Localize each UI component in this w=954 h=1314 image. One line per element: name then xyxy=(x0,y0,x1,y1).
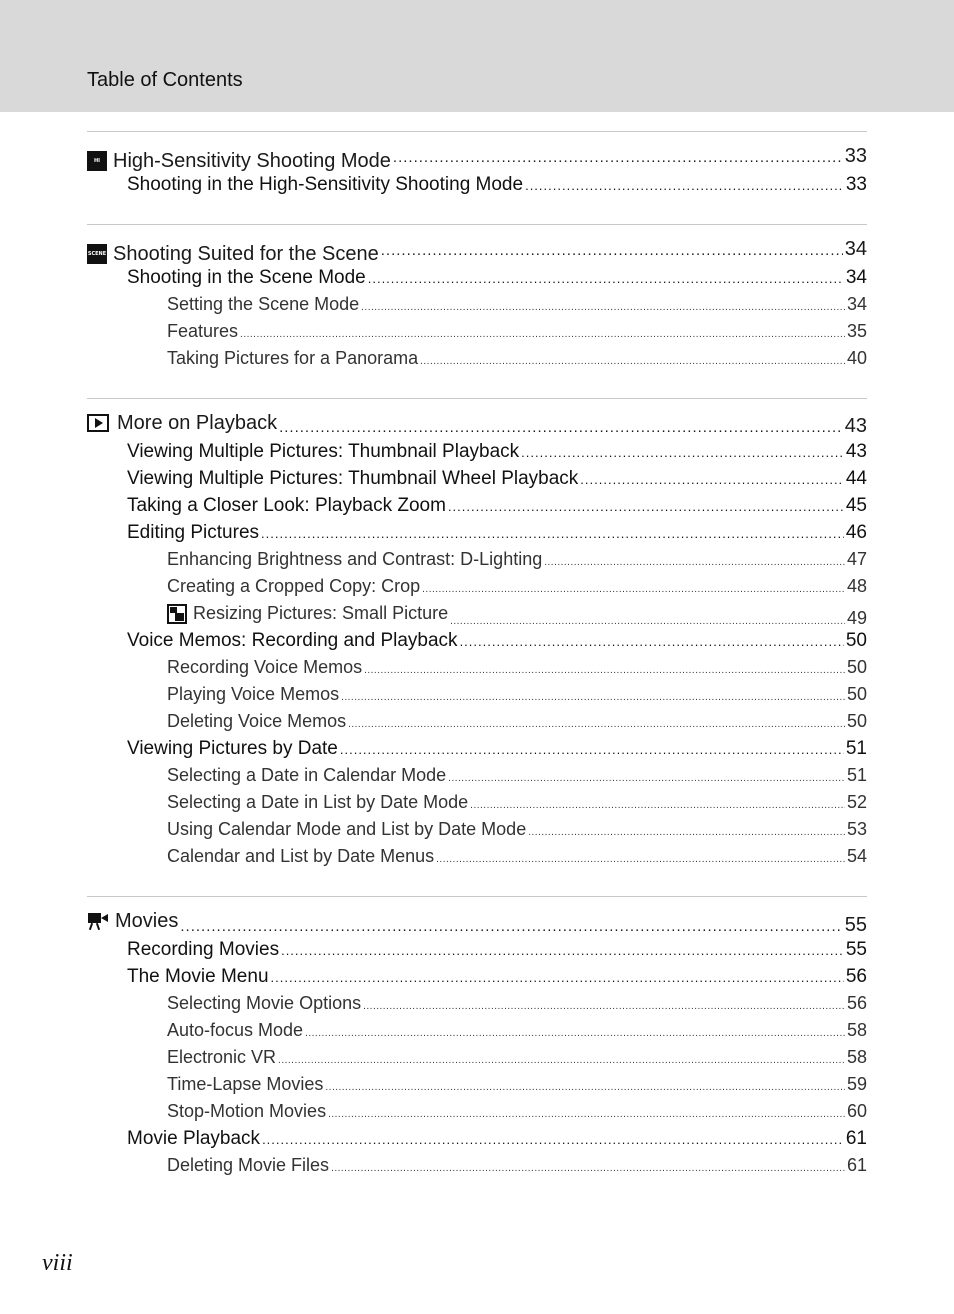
toc-entry-label: Deleting Movie Files xyxy=(167,1155,330,1175)
dot-leader xyxy=(363,993,845,1020)
dot-leader xyxy=(420,348,845,375)
dot-leader xyxy=(305,1020,845,1047)
dot-leader xyxy=(262,1126,844,1153)
toc-entry-label: Time-Lapse Movies xyxy=(167,1074,324,1094)
toc-entry-title xyxy=(167,654,362,681)
toc-subsection-entry[interactable] xyxy=(87,573,867,600)
toc-entry-title xyxy=(127,1125,260,1152)
toc-entry-title xyxy=(127,438,519,465)
toc-page-number: 55 xyxy=(844,914,867,936)
toc-page-number: 59 xyxy=(846,1074,867,1094)
toc-section-entry[interactable] xyxy=(87,519,867,546)
small-picture-icon xyxy=(167,604,187,624)
toc-entry-label: Calendar and List by Date Menus xyxy=(167,846,435,866)
toc-page-number: 50 xyxy=(846,711,867,731)
page-header-title: Table of Contents xyxy=(87,69,243,91)
toc-section-entry[interactable] xyxy=(87,735,867,762)
toc-entry-title xyxy=(167,789,468,816)
dot-leader xyxy=(271,964,844,991)
toc-entry-title xyxy=(167,708,346,735)
toc-page-number: 33 xyxy=(845,174,867,195)
toc-entry-title xyxy=(127,171,523,198)
toc-subsection-entry[interactable] xyxy=(87,681,867,708)
toc-entry-label: Features xyxy=(167,321,239,341)
page-number: viii xyxy=(42,1250,73,1276)
toc-entry-title xyxy=(127,264,366,291)
toc-subsection-entry[interactable] xyxy=(87,318,867,345)
toc-page-number: 34 xyxy=(844,238,867,260)
toc-entry-title xyxy=(167,546,542,573)
toc-entry-label: Resizing Pictures: Small Picture xyxy=(193,603,449,623)
dot-leader xyxy=(281,937,844,964)
dot-leader xyxy=(528,819,845,846)
toc-subsection-entry[interactable] xyxy=(87,762,867,789)
toc-page-number: 50 xyxy=(846,657,867,677)
toc-chapter-entry[interactable] xyxy=(87,141,867,182)
toc-page-number: 61 xyxy=(845,1128,867,1149)
toc-subsection-entry[interactable] xyxy=(87,1098,867,1125)
toc-entry-label: Selecting Movie Options xyxy=(167,993,362,1013)
dot-leader xyxy=(368,265,844,292)
toc-section xyxy=(87,131,867,198)
toc-page-number: 49 xyxy=(846,607,867,628)
toc-subsection-entry[interactable] xyxy=(87,1071,867,1098)
dot-leader xyxy=(331,1155,845,1182)
toc-section xyxy=(87,224,867,372)
toc-section-entry[interactable] xyxy=(87,963,867,990)
toc-entry-label: Shooting in the High-Sensitivity Shooting Mode xyxy=(127,174,524,195)
toc-entry-label: Playing Voice Memos xyxy=(167,684,340,704)
dot-leader xyxy=(393,143,843,173)
toc-entry-title xyxy=(127,936,279,963)
toc-entry-title xyxy=(167,345,418,372)
dot-leader xyxy=(278,1047,845,1074)
toc-entry-title xyxy=(167,573,420,600)
dot-leader xyxy=(525,172,844,199)
dot-leader xyxy=(544,549,845,576)
toc-entry-label: Movies xyxy=(115,910,179,932)
toc-entry-title xyxy=(127,519,259,546)
toc-entry-title xyxy=(167,1044,276,1071)
dot-leader xyxy=(381,236,843,266)
toc-entry-title xyxy=(167,762,446,789)
toc-page-number: 51 xyxy=(845,738,867,759)
toc-entry-title xyxy=(167,1152,329,1179)
toc-page-number: 50 xyxy=(845,630,867,651)
toc-entry-title xyxy=(127,963,269,990)
toc-page-number: 54 xyxy=(846,846,867,866)
toc-chapter-entry[interactable] xyxy=(87,234,867,264)
toc-entry-title xyxy=(167,600,448,627)
toc-entry-label: Selecting a Date in Calendar Mode xyxy=(167,765,447,785)
toc-page-number: 33 xyxy=(844,145,867,167)
toc-subsection-entry[interactable] xyxy=(87,1017,867,1044)
dot-leader xyxy=(580,466,844,493)
toc-subsection-entry[interactable] xyxy=(87,789,867,816)
dot-leader xyxy=(470,792,845,819)
toc-page-number: 35 xyxy=(846,321,867,341)
toc-entry-label: Using Calendar Mode and List by Date Mode xyxy=(167,819,527,839)
toc-page-number: 47 xyxy=(846,549,867,569)
dot-leader xyxy=(422,576,845,603)
toc-page-number: 34 xyxy=(845,267,867,288)
toc-entry-title xyxy=(167,843,434,870)
toc-entry-label: Recording Voice Memos xyxy=(167,657,363,677)
toc-subsection-entry[interactable] xyxy=(87,654,867,681)
toc-entry-label: High-Sensitivity Shooting Mode xyxy=(113,150,391,172)
toc-section-entry[interactable] xyxy=(87,627,867,654)
toc-section-entry[interactable] xyxy=(87,465,867,492)
toc-page-number: 58 xyxy=(846,1020,867,1040)
toc-page-number: 55 xyxy=(845,939,867,960)
toc-entry-title xyxy=(167,1017,303,1044)
toc-entry-title xyxy=(167,318,238,345)
dot-leader xyxy=(436,846,845,873)
toc-entry-title xyxy=(167,990,361,1017)
toc-page-number: 34 xyxy=(846,294,867,314)
table-of-contents xyxy=(87,131,867,1205)
toc-section-entry[interactable] xyxy=(87,438,867,465)
toc-entry-title xyxy=(127,465,578,492)
toc-entry-label: Viewing Multiple Pictures: Thumbnail Wheel Playback xyxy=(127,468,579,489)
toc-chapter-entry[interactable] xyxy=(87,906,867,936)
toc-page-number: 56 xyxy=(845,966,867,987)
toc-page-number: 50 xyxy=(846,684,867,704)
movie-icon xyxy=(87,911,109,931)
toc-entry-label: Voice Memos: Recording and Playback xyxy=(127,630,458,651)
dot-leader xyxy=(448,493,844,520)
toc-page-number: 43 xyxy=(844,415,867,437)
toc-entry-label: Viewing Multiple Pictures: Thumbnail Playback xyxy=(127,441,520,462)
toc-section-entry[interactable] xyxy=(87,264,867,291)
toc-entry-title xyxy=(167,681,339,708)
toc-subsection-entry[interactable] xyxy=(87,708,867,735)
toc-entry-label: Auto-focus Mode xyxy=(167,1020,304,1040)
toc-entry-label: Editing Pictures xyxy=(127,522,260,543)
toc-entry-label: The Movie Menu xyxy=(127,966,269,987)
toc-page-number: 60 xyxy=(846,1101,867,1121)
toc-chapter-entry[interactable] xyxy=(87,408,867,438)
toc-page-number: 43 xyxy=(845,441,867,462)
header-band xyxy=(0,0,954,112)
toc-entry-label: Creating a Cropped Copy: Crop xyxy=(167,576,421,596)
toc-section-entry[interactable] xyxy=(87,492,867,519)
toc-entry-title xyxy=(127,492,446,519)
toc-subsection-entry[interactable] xyxy=(87,1044,867,1071)
toc-entry-title xyxy=(127,735,338,762)
dot-leader xyxy=(521,439,844,466)
toc-entry-title xyxy=(87,408,277,438)
playback-icon xyxy=(87,414,109,432)
toc-entry-label: Stop-Motion Movies xyxy=(167,1101,327,1121)
high-sensitivity-icon: HI ISO xyxy=(87,151,107,171)
toc-section xyxy=(87,896,867,1179)
toc-entry-label: Recording Movies xyxy=(127,939,280,960)
toc-entry-title xyxy=(127,627,458,654)
dot-leader xyxy=(328,1101,845,1128)
dot-leader xyxy=(448,765,845,792)
dot-leader xyxy=(348,711,845,738)
toc-entry-label: Shooting in the Scene Mode xyxy=(127,267,366,288)
toc-page-number: 44 xyxy=(845,468,867,489)
toc-entry-label: Enhancing Brightness and Contrast: D-Lighting xyxy=(167,549,543,569)
toc-entry-title xyxy=(167,1098,326,1125)
toc-subsection-entry[interactable] xyxy=(87,990,867,1017)
toc-section-entry[interactable] xyxy=(87,1125,867,1152)
toc-entry-label: Deleting Voice Memos xyxy=(167,711,347,731)
toc-subsection-entry[interactable] xyxy=(87,816,867,843)
toc-entry-title xyxy=(167,1071,323,1098)
toc-page-number: 53 xyxy=(846,819,867,839)
toc-subsection-entry[interactable] xyxy=(87,546,867,573)
toc-entry-label: Taking Pictures for a Panorama xyxy=(167,348,419,368)
toc-subsection-entry[interactable] xyxy=(87,291,867,318)
toc-entry-label: Selecting a Date in List by Date Mode xyxy=(167,792,469,812)
toc-subsection-entry[interactable] xyxy=(87,600,867,627)
toc-subsection-entry[interactable] xyxy=(87,345,867,372)
toc-page-number: 40 xyxy=(846,348,867,368)
toc-page-number: 51 xyxy=(846,765,867,785)
toc-entry-label: Movie Playback xyxy=(127,1128,261,1149)
toc-entry-label: Shooting Suited for the Scene xyxy=(113,243,379,265)
toc-entry-label: More on Playback xyxy=(117,412,278,434)
scene-icon: SCENE xyxy=(87,244,107,264)
toc-section-entry[interactable] xyxy=(87,936,867,963)
toc-page-number: 45 xyxy=(845,495,867,516)
toc-entry-label: Viewing Pictures by Date xyxy=(127,738,338,759)
toc-section-entry[interactable] xyxy=(87,171,867,198)
toc-entry-label: Taking a Closer Look: Playback Zoom xyxy=(127,495,446,516)
toc-section xyxy=(87,398,867,870)
dot-leader xyxy=(460,628,844,655)
dot-leader xyxy=(325,1074,845,1101)
dot-leader xyxy=(240,321,845,348)
dot-leader xyxy=(341,684,845,711)
toc-subsection-entry[interactable] xyxy=(87,843,867,870)
toc-page-number: 46 xyxy=(845,522,867,543)
dot-leader xyxy=(340,736,844,763)
dot-leader xyxy=(364,657,845,684)
toc-entry-label: Electronic VR xyxy=(167,1047,277,1067)
toc-entry-title xyxy=(167,816,526,843)
toc-entry-title xyxy=(87,906,178,936)
toc-page-number: 56 xyxy=(846,993,867,1013)
toc-subsection-entry[interactable] xyxy=(87,1152,867,1179)
toc-page-number: 48 xyxy=(846,576,867,596)
toc-page-number: 61 xyxy=(846,1155,867,1175)
dot-leader xyxy=(361,294,845,321)
toc-page-number: 52 xyxy=(846,792,867,812)
toc-entry-title xyxy=(167,291,359,318)
toc-entry-label: Setting the Scene Mode xyxy=(167,294,360,314)
dot-leader xyxy=(261,520,844,547)
toc-page-number: 58 xyxy=(846,1047,867,1067)
